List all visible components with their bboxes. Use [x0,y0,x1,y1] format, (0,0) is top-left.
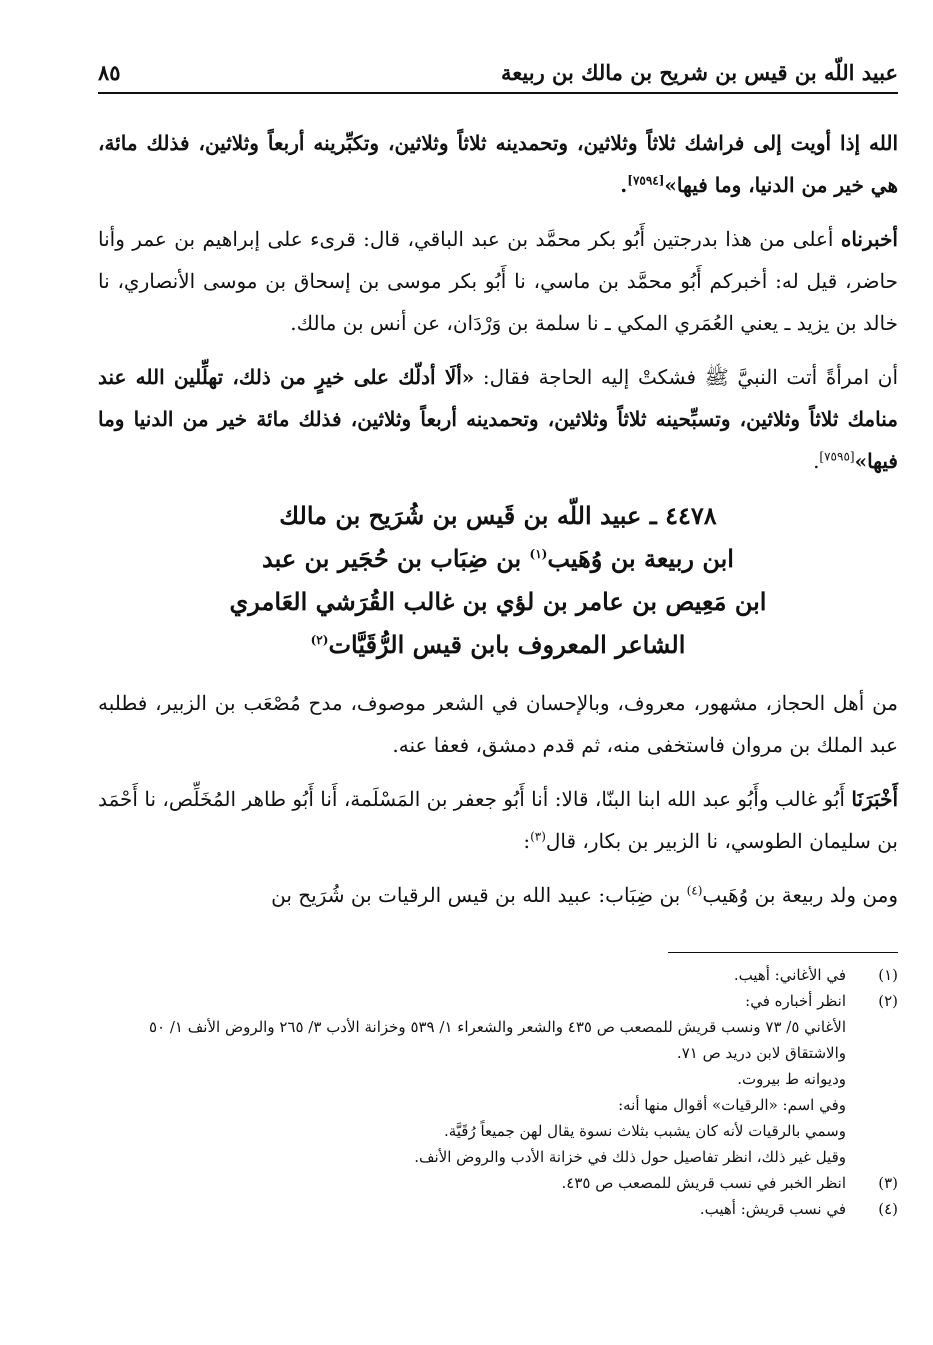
footnote-mark: (٢) [310,633,329,647]
paragraph-4 [98,682,898,766]
reference-mark: [٧٥٩٥] [819,449,855,464]
entry-heading [98,494,898,666]
paragraph-4-text: من أهل الحجاز، مشهور، معروف، وبالإحسان في الشعر موصوف، مدح مُصْعَب بن الزبير، فطلبه عبد الملك بن مروان فاستخفى منه، ثم قدم دمشق، فعفا عنه. [98,691,898,757]
paragraph-5-lead: أَخْبَرَنَا [851,787,899,811]
running-title: عبيد اللّه بن قيس بن شريح بن مالك بن ربيعة [501,60,898,85]
header-rule [98,92,898,94]
paragraph-2 [98,218,898,344]
footnote-2-line: وديوانه ط بيروت. [737,1070,846,1088]
footnote-1: (١) في الأغاني: أهيب. [733,966,898,984]
footnote-2-line: وقيل غير ذلك، انظر تفاصيل حول ذلك في خزانة الأدب والروض الأنف. [414,1148,846,1166]
paragraph-3: أن امرأةً أتت النبيَّ ﷺ فشكتْ إليه الحاجة فقال: «ألَا أدلّك على خيرٍ من ذلك، تهلِّلين الله عند منامك ثلاثاً وثلاثين، وتسبِّحينه ثلاثاً وثلاثين، وتحمدينه أربعاً وثلاثين، فذلك مائة خير من الدنيا وما فيها»[٧٥٩٥]. [98,365,899,473]
hadith-quote: «ألَا أدلّك على خيرٍ من ذلك، تهلِّلين الله عند منامك ثلاثاً وثلاثين، وتسبِّحينه ثلاثاً وثلاثين، وتحمدينه أربعاً وثلاثين، فذلك مائة خير من الدنيا وما فيها» [98,365,898,473]
heading-line-3: ابن مَعِيص بن عامر بن لؤي بن غالب القُرَشي العَامري [229,587,767,616]
heading-line-2: ابن ربيعة بن وُهَيب$^{(١)}$ بن ضِبَاب بن حُجَير بن عبد [262,544,734,573]
footnote-rule [668,952,898,953]
reference-mark: [٧٥٩٤] [627,173,665,188]
footnote-2-line: وسمي بالرقيات لأنه كان يشبب بثلاث نسوة يقال لهن جميعاً رُقَيَّة. [443,1122,846,1140]
page-header [98,56,898,92]
heading-line-1: ٤٤٧٨ ـ عبيد اللّه بن قَيس بن شُرَيح بن مالك [279,501,717,530]
footnote-2-line: وفي اسم: «الرقيات» أقوال منها أنه: [618,1096,846,1114]
page-number: ٨٥ [98,60,121,85]
paragraph-5-text: أَبُو غالب وأَبُو عبد الله ابنا البنّا، قالا: أنا أَبُو جعفر بن المَسْلَمة، أَنا أَبُو طاهر المُخَلِّص، نا أَحْمَد بن سليمان الطوسي، نا الزبير بن بكار، قال [98,787,898,853]
paragraph-1-text: الله إذا أويت إلى فراشك ثلاثاً وثلاثين، وتحمدينه ثلاثاً وثلاثين، وتكبِّرينه أربعاً وثلاثين، فذلك مائة، هي خير من الدنيا، وما فيها» [98,131,898,197]
paragraph-6: ومن ولد ربيعة بن وُهَيب$^{(٤)}$ بن ضِبَاب: عبيد الله بن قيس الرقيات بن شُرَيح بن [271,883,898,907]
footnote-mark: (١) [529,547,548,561]
footnote-3: (٣) انظر الخبر في نسب قريش للمصعب ص ٤٣٥. [561,1174,898,1192]
footnote-mark: (٣) [530,829,546,844]
heading-line-4: الشاعر المعروف بابن قيس الرُّقَيَّات$^{(٢)}$ [310,630,686,659]
footnote-mark: (٤) [686,883,703,898]
paragraph-2-lead: أخبرناه [840,227,898,251]
paragraph-2-text: أعلى من هذا بدرجتين أَبُو بكر محمَّد بن عبد الباقي، قال: قرىء على إبراهيم بن عمر وأنا حاضر، قيل له: أخبركم أَبُو محمَّد بن ماسي، نا أَبُو بكر موسى بن إسحاق بن موسى الأنصاري، نا خالد بن يزيد ـ يعني العُمَري المكي ـ نا سلمة بن وَرْدَان، عن أنس بن مالك. [98,227,898,335]
footnotes [98,962,898,1222]
footnote-2-sources: الأغاني ٥/ ٧٣ ونسب قريش للمصعب ص ٤٣٥ والشعر والشعراء ١/ ٥٣٩ وخزانة الأدب ٣/ ٢٦٥ والروض الأنف ١/ ٥٠ والاشتقاق لابن دريد ص ٧١. [148,1018,846,1062]
footnote-4: (٤) في نسب قريش: أهيب. [699,1200,898,1218]
paragraph-1: الله إذا أويت إلى فراشك ثلاثاً وثلاثين، وتحمدينه ثلاثاً وثلاثين، وتكبِّرينه أربعاً وثلاثين، فذلك مائة، هي خير من الدنيا، وما فيها»[٧٥٩٤]. [98,131,898,197]
paragraph-5: أَخْبَرَنَا أَبُو غالب وأَبُو عبد الله ابنا البنّا، قالا: أنا أَبُو جعفر بن المَسْلَمة، أَنا أَبُو طاهر المُخَلِّص، نا أَحْمَد بن سليمان الطوسي، نا الزبير بن بكار، قال$^{(٣)}$: [98,787,899,853]
paragraph-3-text: أن امرأةً أتت النبيَّ ﷺ فشكتْ إليه الحاجة فقال: [482,365,899,389]
main-text [98,122,898,928]
footnote-2: (٢) انظر أخباره في: [745,992,898,1010]
